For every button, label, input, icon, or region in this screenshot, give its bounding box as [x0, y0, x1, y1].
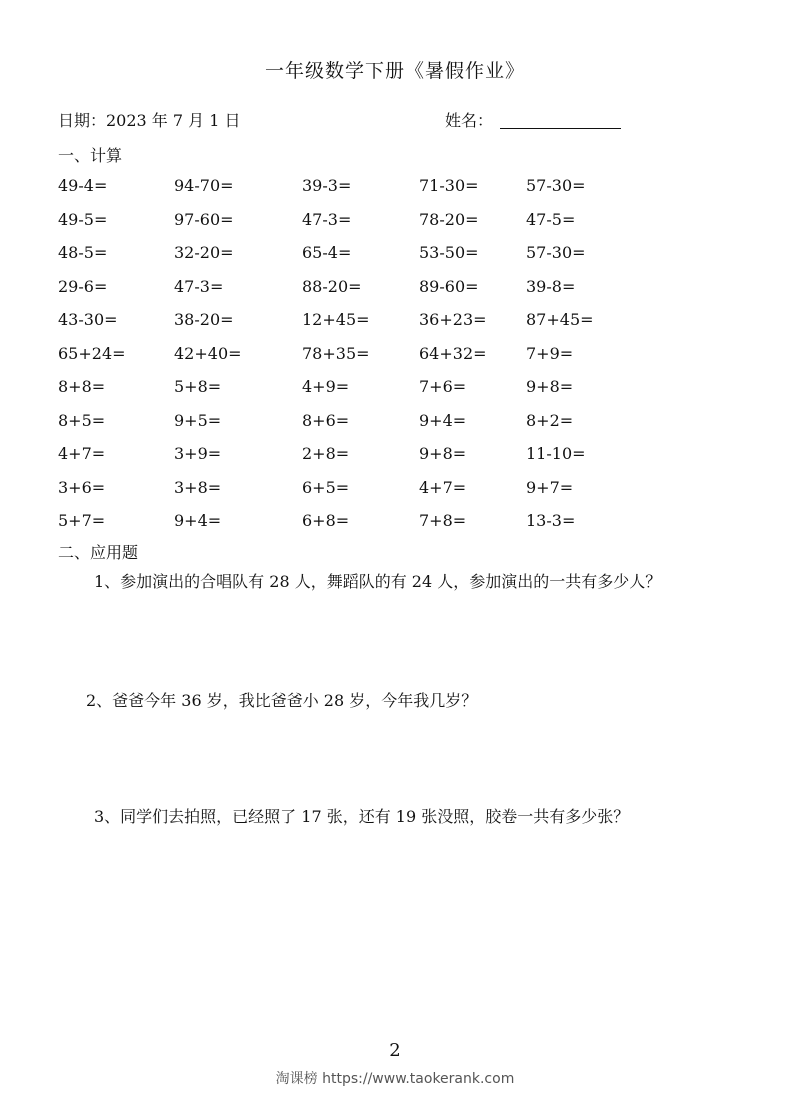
calc-item: 5+8= — [174, 377, 222, 396]
calc-row — [58, 273, 658, 307]
calc-item: 97-60= — [174, 209, 234, 229]
calc-item: 42+40= — [174, 343, 242, 363]
calc-item: 6+8= — [302, 511, 350, 530]
calc-item: 2+8= — [302, 444, 350, 463]
calc-item: 94-70= — [174, 176, 234, 195]
calc-item: 36+23= — [419, 310, 487, 329]
word-problem-1: 1、参加演出的合唱队有 28 人，舞蹈队的有 24 人，参加演出的一共有多少人？ — [94, 572, 662, 591]
calc-item: 7+6= — [419, 377, 467, 396]
word-problem-3: 3、同学们去拍照，已经照了 17 张，还有 19 张没照，胶卷一共有多少张？ — [94, 807, 630, 826]
calc-item: 49-5= — [58, 209, 108, 229]
calculation-grid — [58, 172, 658, 541]
calc-item: 6+5= — [302, 477, 350, 497]
calc-item: 64+32= — [419, 343, 487, 363]
calc-row — [58, 407, 658, 441]
calc-item: 9+5= — [174, 410, 222, 430]
calc-item: 65+24= — [58, 343, 126, 363]
calc-row — [58, 507, 658, 541]
page-number: 2 — [389, 1040, 401, 1061]
calc-item: 8+2= — [526, 410, 574, 430]
calc-item: 4+7= — [419, 477, 467, 497]
calc-item: 13-3= — [526, 511, 576, 530]
calc-row — [58, 206, 658, 240]
calc-item: 78+35= — [302, 343, 370, 363]
calc-item: 57-30= — [526, 243, 586, 262]
calc-item: 5+7= — [58, 511, 106, 530]
calc-item: 48-5= — [58, 243, 108, 262]
name-label: 姓名： — [445, 111, 494, 130]
calc-item: 78-20= — [419, 209, 479, 229]
calc-item: 7+8= — [419, 511, 467, 530]
calc-item: 71-30= — [419, 176, 479, 195]
calc-row — [58, 373, 658, 407]
page-title: 一年级数学下册《暑假作业》 — [264, 60, 525, 82]
name-blank-line[interactable] — [500, 128, 621, 129]
calc-item: 32-20= — [174, 243, 234, 262]
calc-item: 29-6= — [58, 276, 108, 296]
calc-item: 43-30= — [58, 310, 118, 329]
calc-item: 47-5= — [526, 209, 576, 229]
calc-item: 47-3= — [174, 276, 224, 296]
calc-item: 4+9= — [302, 377, 350, 396]
calc-item: 8+6= — [302, 410, 350, 430]
calc-row — [58, 306, 658, 340]
calc-item: 57-30= — [526, 176, 586, 195]
calc-item: 9+7= — [526, 477, 574, 497]
calc-item: 88-20= — [302, 276, 362, 296]
calc-row — [58, 172, 658, 206]
calc-item: 12+45= — [302, 310, 370, 329]
word-problem-2: 2、爸爸今年 36 岁，我比爸爸小 28 岁，今年我几岁？ — [86, 691, 478, 710]
calc-item: 49-4= — [58, 176, 108, 195]
calc-item: 38-20= — [174, 310, 234, 329]
calc-row — [58, 340, 658, 374]
calc-row — [58, 474, 658, 508]
calc-item: 3+9= — [174, 444, 222, 463]
calc-item: 39-8= — [526, 276, 576, 296]
calc-item: 65-4= — [302, 243, 352, 262]
section-calculation-heading: 一、计算 — [58, 146, 123, 165]
calc-item: 89-60= — [419, 276, 479, 296]
calc-item: 3+6= — [58, 477, 106, 497]
calc-item: 11-10= — [526, 444, 586, 463]
calc-item: 7+9= — [526, 343, 574, 363]
calc-item: 8+5= — [58, 410, 106, 430]
calc-item: 87+45= — [526, 310, 594, 329]
watermark-text: 淘课榜 https://www.taokerank.com — [275, 1071, 515, 1087]
calc-row — [58, 440, 658, 474]
calc-item: 53-50= — [419, 243, 479, 262]
calc-item: 9+4= — [174, 511, 222, 530]
section-word-problems-heading: 二、应用题 — [58, 543, 139, 562]
calc-item: 4+7= — [58, 444, 106, 463]
calc-item: 3+8= — [174, 477, 222, 497]
calc-item: 47-3= — [302, 209, 352, 229]
calc-item: 39-3= — [302, 176, 352, 195]
calc-item: 9+8= — [526, 377, 574, 396]
calc-item: 9+8= — [419, 444, 467, 463]
date-label: 日期：2023 年 7 月 1 日 — [58, 111, 241, 130]
calc-item: 8+8= — [58, 377, 106, 396]
calc-item: 9+4= — [419, 410, 467, 430]
calc-row — [58, 239, 658, 273]
